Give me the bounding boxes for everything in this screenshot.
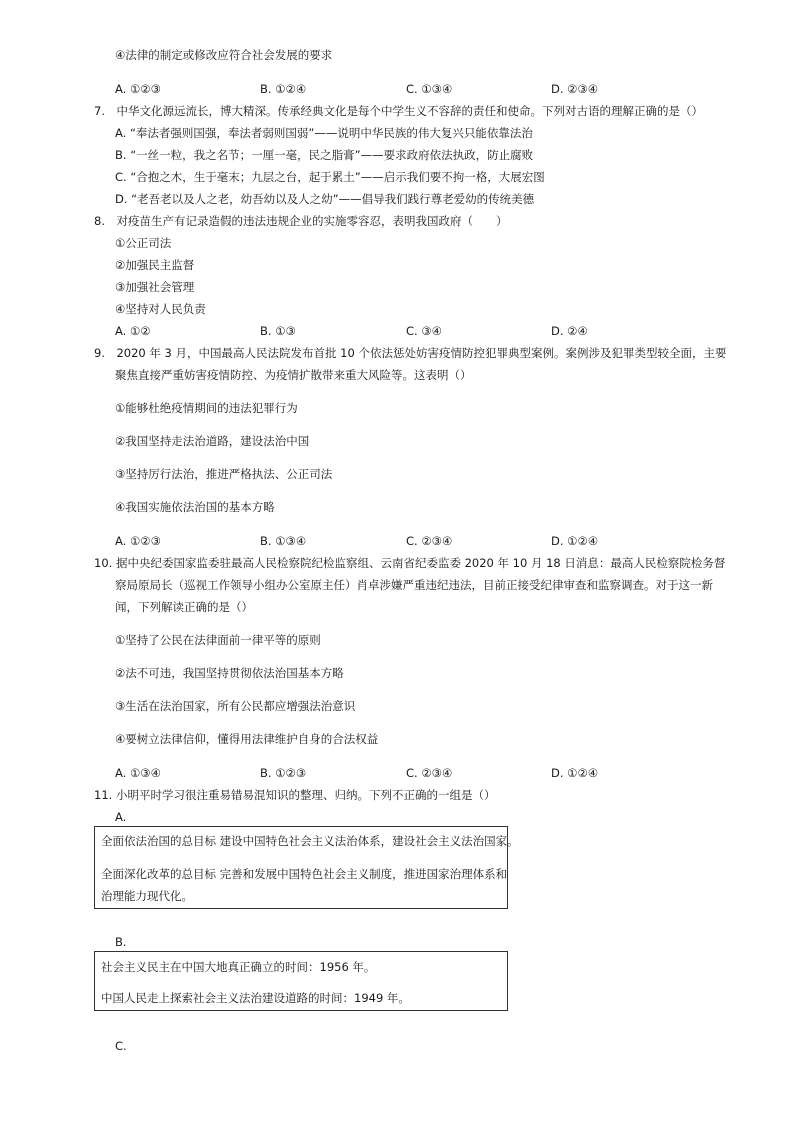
q11-option-b-label[interactable]: B. <box>115 935 127 949</box>
q10-option-d[interactable]: D. ①②④ <box>551 766 599 780</box>
q10-statement-2: ②法不可违，我国坚持贯彻依法治国基本方略 <box>115 666 344 680</box>
q8-statement-1: ①公正司法 <box>115 236 172 250</box>
q9-statement-1: ①能够杜绝疫情期间的违法犯罪行为 <box>115 401 298 415</box>
q9-option-c[interactable]: C. ②③④ <box>406 534 453 548</box>
question-7-stem: 7. 中华文化源远流长，博大精深。传承经典文化是每个中学生义不容辞的责任和使命。下列对古语的理解正确的是（） <box>94 104 703 118</box>
q9-option-a[interactable]: A. ①②③ <box>115 534 161 548</box>
q11-option-a-box[interactable] <box>94 826 519 909</box>
q8-statement-3: ③加强社会管理 <box>115 280 195 294</box>
q10-option-a[interactable]: A. ①③④ <box>115 766 161 780</box>
question-9-stem-line1: 9. 2020 年 3 月，中国最高人民法院发布首批 10 个依法惩处妨害疫情防控犯罪典型案例。案例涉及犯罪类型较全面，主要 <box>94 346 727 360</box>
q11-a-line-3: 治理能力现代化。 <box>101 889 193 903</box>
q11-option-a-label[interactable]: A. <box>115 810 127 824</box>
q7-option-a[interactable]: A. “奉法者强则国强，奉法者弱则国弱”——说明中华民族的伟大复兴只能依靠法治 <box>115 126 533 140</box>
q7-option-c[interactable]: C. “合抱之木，生于毫末；九层之台，起于累土”——启示我们要不拘一格，大展宏图 <box>115 170 545 184</box>
q9-statement-4: ④我国实施依法治国的基本方略 <box>115 500 275 514</box>
q8-option-c[interactable]: C. ③④ <box>406 324 442 338</box>
option-d[interactable]: D. ②③④ <box>551 82 599 96</box>
q7-option-b[interactable]: B. “一丝一粒，我之名节；一厘一毫，民之脂膏”——要求政府依法执政，防止腐败 <box>115 148 534 162</box>
q7-option-d[interactable]: D. “老吾老以及人之老，幼吾幼以及人之幼”——倡导我们践行尊老爱幼的传统美德 <box>115 192 535 206</box>
option-a[interactable]: A. ①②③ <box>115 82 161 96</box>
q8-statement-4: ④坚持对人民负责 <box>115 302 206 316</box>
q10-option-c[interactable]: C. ②③④ <box>406 766 453 780</box>
q9-statement-3: ③坚持厉行法治，推进严格执法、公正司法 <box>115 467 333 481</box>
question-10-stem-line2: 察局原局长（巡视工作领导小组办公室原主任）肖卓涉嫌严重违纪违法，目前正接受纪律审查和监察调查。对于这一新 <box>115 578 713 592</box>
question-9-stem-line2: 聚焦直接严重妨害疫情防控、为疫情扩散带来重大风险等。这表明（） <box>115 368 472 382</box>
q10-option-b[interactable]: B. ①②③ <box>260 766 307 780</box>
statement-4: ④法律的制定或修改应符合社会发展的要求 <box>115 48 333 62</box>
q10-statement-4: ④要树立法律信仰，懂得用法律维护自身的合法权益 <box>115 732 379 746</box>
q9-option-d[interactable]: D. ①②④ <box>551 534 599 548</box>
q11-option-c-label[interactable]: C. <box>115 1039 127 1053</box>
question-11-stem: 11. 小明平时学习很注重易错易混知识的整理、归纳。下列不正确的一组是（） <box>94 788 496 802</box>
question-10-stem-line3: 闻，下列解读正确的是（） <box>115 600 253 614</box>
q11-b-line-2: 中国人民走上探索社会主义法治建设道路的时间：1949 年。 <box>101 991 410 1005</box>
q11-a-line-2: 全面深化改革的总目标 完善和发展中国特色社会主义制度，推进国家治理体系和 <box>101 867 508 881</box>
q10-statement-1: ①坚持了公民在法律面前一律平等的原则 <box>115 633 321 647</box>
q8-option-b[interactable]: B. ①③ <box>260 324 296 338</box>
q9-statement-2: ②我国坚持走法治道路，建设法治中国 <box>115 434 310 448</box>
q8-option-a[interactable]: A. ①② <box>115 324 151 338</box>
question-8-stem: 8. 对疫苗生产有记录造假的违法违规企业的实施零容忍，表明我国政府（ ） <box>94 214 508 228</box>
question-10-stem-line1: 10. 据中央纪委国家监委驻最高人民检察院纪检监察组、云南省纪委监委 2020 年 10 月 18 日消息：最高人民检察院检务督 <box>94 556 726 570</box>
q11-option-b-box[interactable] <box>94 951 508 1011</box>
option-b[interactable]: B. ①②④ <box>260 82 307 96</box>
q11-b-line-1: 社会主义民主在中国大地真正确立的时间：1956 年。 <box>101 960 376 974</box>
q8-option-d[interactable]: D. ②④ <box>551 324 588 338</box>
q8-statement-2: ②加强民主监督 <box>115 258 195 272</box>
q10-statement-3: ③生活在法治国家，所有公民都应增强法治意识 <box>115 699 356 713</box>
option-c[interactable]: C. ①③④ <box>406 82 453 96</box>
q11-a-line-1: 全面依法治国的总目标 建设中国特色社会主义法治体系，建设社会主义法治国家。 <box>101 834 519 848</box>
q9-option-b[interactable]: B. ①③④ <box>260 534 307 548</box>
